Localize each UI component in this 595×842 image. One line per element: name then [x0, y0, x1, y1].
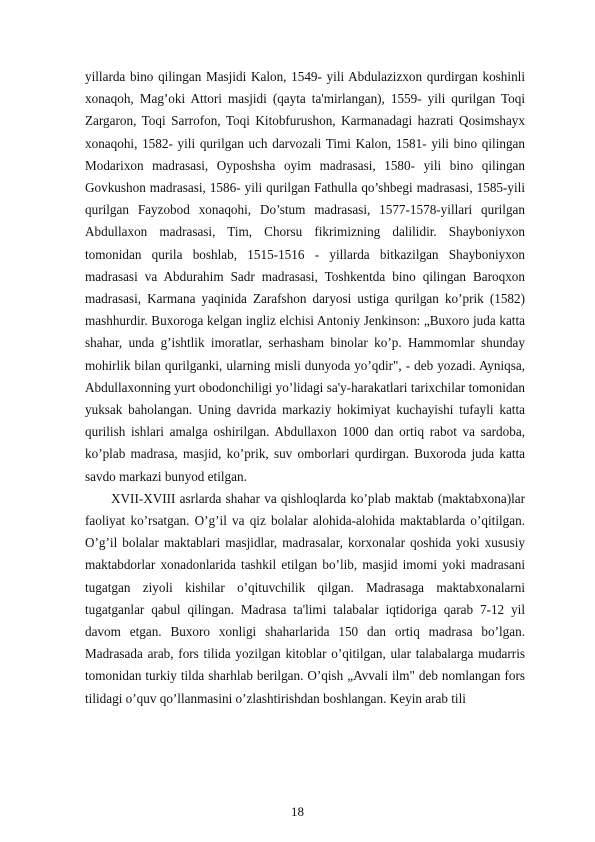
body-text [85, 66, 525, 710]
paragraph-madrasa-education: XVII-XVIII asrlarda shahar va qishloqlarda ko’plab maktab (maktabxona)lar faoliyat ko’rsatgan. O’g’il va qiz bolalar alohida-alohida maktablarda o’qitilgan. O’g’il bolalar maktablari masjidlar, madrasalar, korxonalar qoshida yoki xususiy maktabdorlar xonadonlarida tashkil etilgan bo’lib, masjid imomi yoki madrasani tugatgan ziyoli kishilar o’qituvchilik qilgan. Madrasaga maktabxonalarni tugatganlar qabul qilingan. Madrasa ta'limi talabalar iqtidoriga qarab 7-12 yil davom etgan. Buxoro xonligi shaharlarida 150 dan ortiq madrasa bo’lgan. Madrasada arab, fors tilida yozilgan kitoblar o’qitilgan, ular talabalarga mudarris tomonidan turkiy tilda sharhlab berilgan. O’qish „Avvali ilm" deb nomlangan fors tilidagi o’quv qo’llanmasini o’zlashtirishdan boshlangan. Keyin arab tili [85, 490, 525, 706]
page-number: 18 [291, 804, 304, 819]
paragraph-continued: yillarda bino qilingan Masjidi Kalon, 1549- yili Abdulazizxon qurdirgan koshinli xonaqoh, Mag’oki Attori masjidi (qayta ta'mirlangan), 1559- yili qurilgan Toqi Zargaron, Toqi Sarrofon, Toqi Kitobfurushon, Karmanadagi hazrati Qosimshayx xonaqohi, 1582- yili qurilgan uch darvozali Timi Kalon, 1581- yili bino qilingan Modarixon madrasasi, Oyposhsha oyim madrasasi, 1580- yili bino qilingan Govkushon madrasasi, 1586- yili qurilgan Fathulla qo’shbegi madrasasi, 1585-yili qurilgan Fayzobod xonaqohi, Do’stum madrasasi, 1577-1578-yillari qurilgan Abdullaxon madrasasi, Tim, Chorsu fikrimizning dalilidir. Shayboniyxon tomonidan qurila boshlab, 1515-1516 - yillarda bitkazilgan Shayboniyxon madrasasi va Abdurahim Sadr madrasasi, Toshkentda bino qilingan Baroqxon madrasasi, Karmana yaqinida Zarafshon daryosi ustiga qurilgan ko’prik (1582) mashhurdir. Buxoroga kelgan ingliz elchisi Antoniy Jenkinson: „Buxoro juda katta shahar, unda g’ishtlik imoratlar, serhasham binolar ko’p. Hammomlar shunday mohirlik bilan qurilganki, ularning misli dunyoda yo’qdir", - deb yozadi. Ayniqsa, Abdullaxonning yurt obodonchiligi yo’lidagi sa'y-harakatlari tarixchilar tomonidan yuksak baholangan. Uning davrida markaziy hokimiyat kuchayishi tufayli katta qurilish ishlari amalga oshirilgan. Abdullaxon 1000 dan ortiq rabot va sardoba, ko’plab madrasa, masjid, ko’prik, suv omborlari qurdirgan. Buxoroda juda katta savdo markazi bunyod etilgan. [85, 69, 525, 484]
